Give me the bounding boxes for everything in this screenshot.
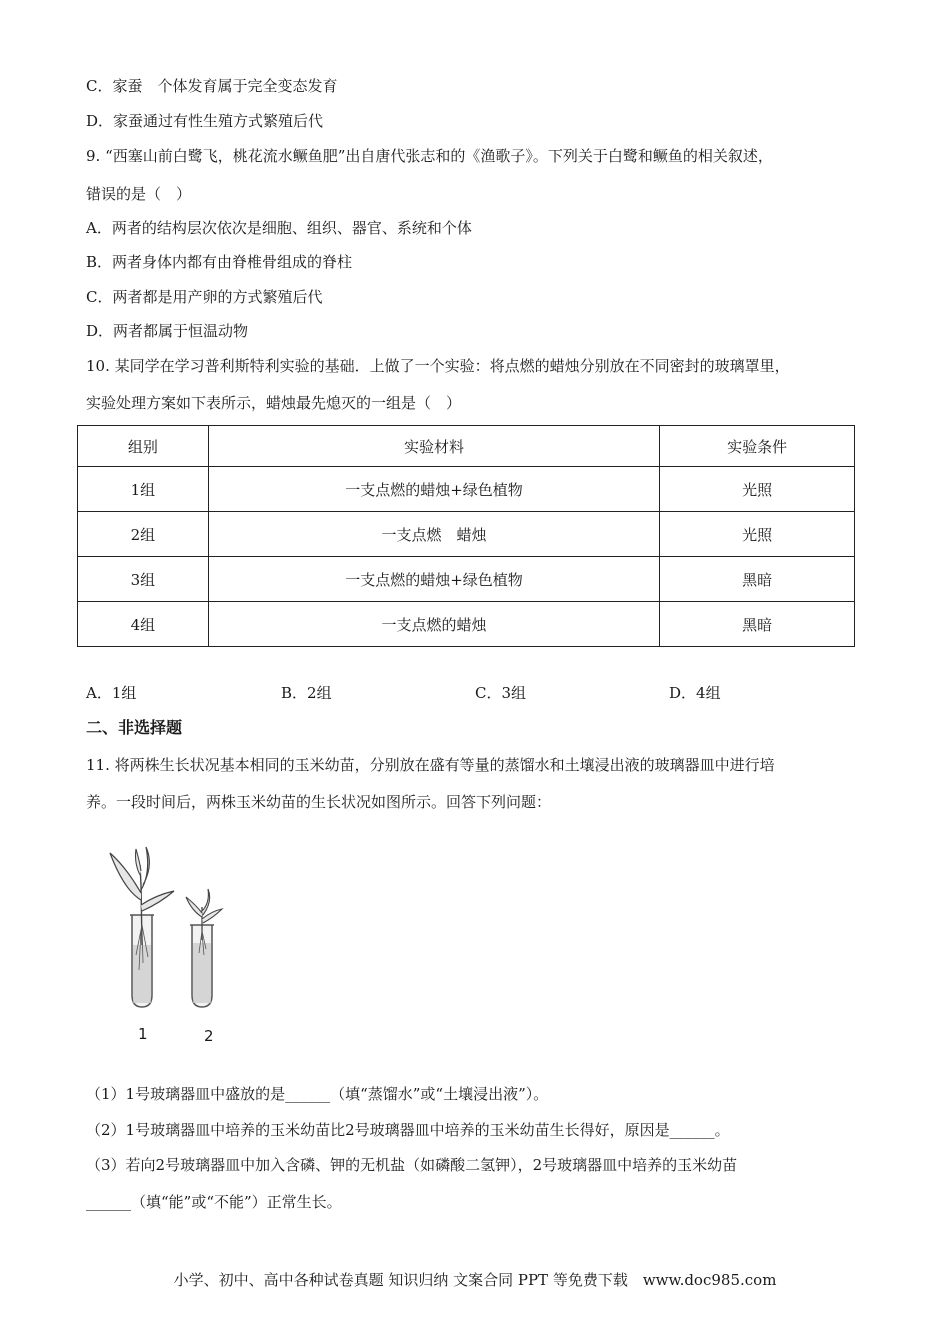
q10-option-c: C．3组: [475, 684, 527, 702]
q10-option-a: A．1组: [86, 684, 137, 702]
table-cell: 一支点燃的蜡烛: [208, 602, 659, 647]
q10-stem-line1: 10. 某同学在学习普利斯特利实验的基础．上做了一个实验：将点燃的蜡烛分别放在不同密封的玻璃罩里，: [86, 357, 790, 375]
q10-option-d: D．4组: [669, 684, 721, 702]
table-header-cell: 组别: [78, 426, 209, 467]
figure-label-1: 1: [138, 1025, 148, 1043]
q9-stem-line2: 错误的是（ ）: [86, 185, 192, 203]
table-row: [78, 512, 855, 557]
test-tube-1: [110, 847, 174, 1007]
table-row: [78, 557, 855, 602]
q9-option-d: D．两者都属于恒温动物: [86, 322, 249, 340]
table-cell: 1组: [78, 467, 209, 512]
table-cell: 光照: [660, 512, 855, 557]
q10-option-b: B．2组: [281, 684, 332, 702]
section-heading: 二、非选择题: [86, 718, 183, 737]
q9-option-b: B．两者身体内都有由脊椎骨组成的脊柱: [86, 253, 353, 271]
q11-sub2: （2）1号玻璃器皿中培养的玉米幼苗比2号玻璃器皿中培养的玉米幼苗生长得好，原因是______。: [86, 1121, 730, 1139]
table-cell: 一支点燃的蜡烛+绿色植物: [208, 557, 659, 602]
q11-sub3-line1: （3）若向2号玻璃器皿中加入含磷、钾的无机盐（如磷酸二氢钾），2号玻璃器皿中培养的玉米幼苗: [86, 1156, 738, 1174]
seedling-tubes-illustration: [96, 845, 236, 1045]
q9-stem-line1: 9. “西塞山前白鹭飞，桃花流水鳜鱼肥”出自唐代张志和的《渔歌子》。下列关于白鹭和鳜鱼的相关叙述，: [86, 147, 773, 165]
q11-sub1: （1）1号玻璃器皿中盛放的是______（填“蒸馏水”或“土壤浸出液”）。: [86, 1085, 549, 1103]
table-header-row: [78, 426, 855, 467]
seedling-figure: [96, 845, 236, 1045]
table-cell: 4组: [78, 602, 209, 647]
table-row: [78, 602, 855, 647]
q10-stem-line2: 实验处理方案如下表所示，蜡烛最先熄灭的一组是（ ）: [86, 394, 462, 412]
q11-stem-line1: 11. 将两株生长状况基本相同的玉米幼苗，分别放在盛有等量的蒸馏水和土壤浸出液的玻璃器皿中进行培: [86, 756, 775, 774]
page-footer: 小学、初中、高中各种试卷真题 知识归纳 文案合同 PPT 等免费下载 www.doc985.com: [173, 1271, 777, 1289]
q9-option-c: C．两者都是用产卵的方式繁殖后代: [86, 288, 323, 306]
q9-option-a: A．两者的结构层次依次是细胞、组织、器官、系统和个体: [86, 219, 472, 237]
table-cell: 黑暗: [660, 602, 855, 647]
table-row: [78, 467, 855, 512]
table-cell: 2组: [78, 512, 209, 557]
table-cell: 一支点燃 蜡烛: [208, 512, 659, 557]
table-cell: 黑暗: [660, 557, 855, 602]
q11-sub3-line2: ______（填“能”或“不能”）正常生长。: [86, 1193, 342, 1211]
table-header-cell: 实验条件: [660, 426, 855, 467]
q11-stem-line2: 养。一段时间后，两株玉米幼苗的生长状况如图所示。回答下列问题：: [86, 793, 552, 811]
experiment-table: [77, 425, 855, 647]
table-cell: 光照: [660, 467, 855, 512]
table-cell: 3组: [78, 557, 209, 602]
test-tube-2: [186, 889, 222, 1007]
q8-option-d: D．家蚕通过有性生殖方式繁殖后代: [86, 112, 324, 130]
table-header-cell: 实验材料: [208, 426, 659, 467]
figure-label-2: 2: [204, 1027, 214, 1045]
table-cell: 一支点燃的蜡烛+绿色植物: [208, 467, 659, 512]
q8-option-c: C．家蚕 个体发育属于完全变态发育: [86, 77, 338, 95]
